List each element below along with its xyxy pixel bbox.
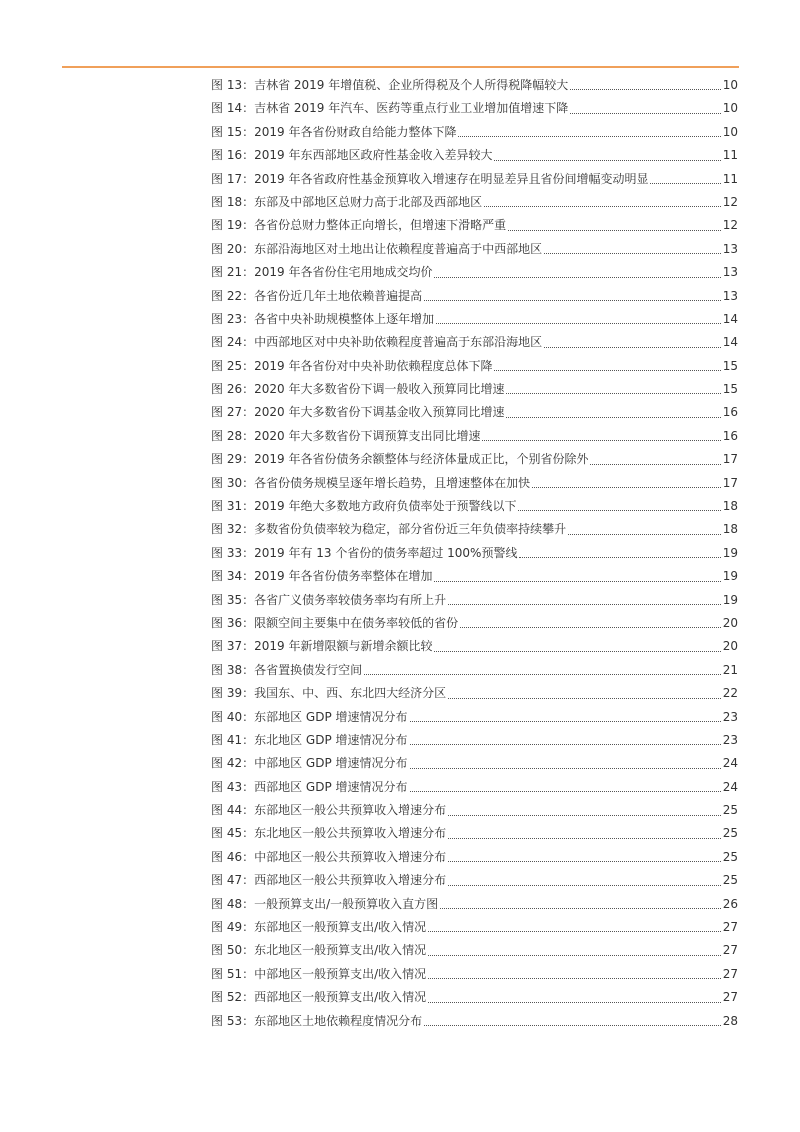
toc-entry-page-number: 13	[722, 241, 738, 256]
toc-entry[interactable]	[211, 846, 738, 869]
toc-dot-leader	[460, 627, 721, 628]
toc-dot-leader	[484, 206, 721, 207]
toc-entry-page-number: 25	[722, 826, 738, 841]
toc-dot-leader	[448, 838, 721, 839]
toc-dot-leader	[410, 791, 721, 792]
toc-dot-leader	[428, 978, 721, 979]
toc-dot-leader	[410, 721, 721, 722]
toc-dot-leader	[544, 253, 721, 254]
toc-entry-title: 图 34：2019 年各省份债务率整体在增加	[211, 569, 433, 584]
toc-entry-title: 图 49：东部地区一般预算支出/收入情况	[211, 920, 427, 935]
toc-entry[interactable]	[211, 799, 738, 822]
figure-toc-list	[211, 74, 738, 1033]
toc-entry-title: 图 16：2019 年东西部地区政府性基金收入差异较大	[211, 148, 493, 163]
toc-entry-page-number: 19	[722, 545, 738, 560]
toc-entry-page-number: 21	[722, 662, 738, 677]
header-rule	[62, 66, 739, 68]
toc-entry-title: 图 43：西部地区 GDP 增速情况分布	[211, 779, 408, 794]
toc-entry-title: 图 23：各省中央补助规模整体上逐年增加	[211, 311, 435, 326]
toc-entry-title: 图 15：2019 年各省份财政自给能力整体下降	[211, 124, 457, 139]
toc-entry[interactable]	[211, 355, 738, 378]
toc-dot-leader	[424, 300, 721, 301]
toc-entry[interactable]	[211, 308, 738, 331]
toc-entry-title: 图 46：中部地区一般公共预算收入增速分布	[211, 849, 447, 864]
toc-dot-leader	[482, 440, 720, 441]
toc-entry-title: 图 21：2019 年各省份住宅用地成交均价	[211, 265, 433, 280]
toc-entry-title: 图 22：各省份近几年土地依赖普遍提高	[211, 288, 423, 303]
toc-entry-title: 图 41：东北地区 GDP 增速情况分布	[211, 732, 408, 747]
toc-entry-title: 图 20：东部沿海地区对土地出让依赖程度普遍高于中西部地区	[211, 241, 543, 256]
toc-entry-page-number: 24	[722, 756, 738, 771]
toc-dot-leader	[568, 534, 721, 535]
toc-dot-leader	[458, 136, 720, 137]
toc-entry-page-number: 10	[722, 124, 738, 139]
toc-entry-title: 图 39：我国东、中、西、东北四大经济分区	[211, 686, 447, 701]
toc-entry-page-number: 24	[722, 779, 738, 794]
toc-entry-page-number: 11	[722, 171, 738, 186]
toc-entry[interactable]	[211, 191, 738, 214]
toc-entry[interactable]	[211, 635, 738, 658]
toc-entry-page-number: 18	[722, 522, 738, 537]
toc-entry[interactable]	[211, 495, 738, 518]
toc-entry-title: 图 38：各省置换债发行空间	[211, 662, 363, 677]
toc-entry[interactable]	[211, 285, 738, 308]
toc-entry-title: 图 50：东北地区一般预算支出/收入情况	[211, 943, 427, 958]
toc-entry[interactable]	[211, 776, 738, 799]
toc-dot-leader	[506, 417, 720, 418]
toc-dot-leader	[448, 604, 721, 605]
toc-entry-title: 图 36：限额空间主要集中在债务率较低的省份	[211, 615, 459, 630]
toc-dot-leader	[424, 1025, 721, 1026]
toc-entry-title: 图 35：各省广义债务率较债务率均有所上升	[211, 592, 447, 607]
toc-entry[interactable]	[211, 612, 738, 635]
toc-dot-leader	[440, 908, 721, 909]
toc-entry[interactable]	[211, 823, 738, 846]
toc-entry[interactable]	[211, 939, 738, 962]
toc-entry-page-number: 12	[722, 218, 738, 233]
toc-entry-page-number: 22	[722, 686, 738, 701]
toc-entry[interactable]	[211, 963, 738, 986]
toc-entry-page-number: 16	[722, 405, 738, 420]
toc-entry[interactable]	[211, 448, 738, 471]
toc-entry-page-number: 25	[722, 803, 738, 818]
toc-entry-page-number: 11	[722, 148, 738, 163]
toc-entry[interactable]	[211, 986, 738, 1009]
toc-entry[interactable]	[211, 425, 738, 448]
toc-dot-leader	[506, 393, 720, 394]
toc-entry-page-number: 14	[722, 311, 738, 326]
toc-dot-leader	[434, 581, 720, 582]
toc-entry-title: 图 28：2020 年大多数省份下调预算支出同比增速	[211, 428, 481, 443]
toc-dot-leader	[494, 370, 720, 371]
toc-dot-leader	[448, 885, 721, 886]
toc-entry-title: 图 17：2019 年各省政府性基金预算收入增速存在明显差异且省份间增幅变动明显	[211, 171, 649, 186]
toc-entry-title: 图 13：吉林省 2019 年增值税、企业所得税及个人所得税降幅较大	[211, 77, 569, 92]
toc-entry[interactable]	[211, 1010, 738, 1033]
toc-entry[interactable]	[211, 144, 738, 167]
toc-entry-page-number: 28	[722, 1013, 738, 1028]
toc-entry-title: 图 40：东部地区 GDP 增速情况分布	[211, 709, 408, 724]
toc-dot-leader	[434, 651, 720, 652]
toc-entry-page-number: 20	[722, 615, 738, 630]
toc-entry[interactable]	[211, 261, 738, 284]
toc-entry[interactable]	[211, 74, 738, 97]
toc-dot-leader	[428, 955, 721, 956]
toc-entry-title: 图 52：西部地区一般预算支出/收入情况	[211, 990, 427, 1005]
toc-entry-title: 图 19：各省份总财力整体正向增长，但增速下滑略严重	[211, 218, 507, 233]
toc-entry-page-number: 27	[722, 920, 738, 935]
toc-dot-leader	[518, 510, 720, 511]
toc-entry-page-number: 27	[722, 990, 738, 1005]
toc-entry-page-number: 23	[722, 732, 738, 747]
toc-entry-page-number: 20	[722, 639, 738, 654]
toc-dot-leader	[570, 89, 720, 90]
toc-entry[interactable]	[211, 893, 738, 916]
toc-entry[interactable]	[211, 238, 738, 261]
toc-entry-title: 图 37：2019 年新增限额与新增余额比较	[211, 639, 433, 654]
toc-entry[interactable]	[211, 916, 738, 939]
toc-dot-leader	[428, 1002, 721, 1003]
toc-entry-page-number: 14	[722, 335, 738, 350]
toc-dot-leader	[590, 464, 720, 465]
toc-entry[interactable]	[211, 682, 738, 705]
toc-dot-leader	[364, 674, 721, 675]
toc-dot-leader	[544, 347, 721, 348]
toc-entry[interactable]	[211, 472, 738, 495]
toc-entry[interactable]	[211, 214, 738, 237]
toc-entry[interactable]	[211, 401, 738, 424]
toc-entry[interactable]	[211, 97, 738, 120]
toc-entry-title: 图 30：各省份债务规模呈逐年增长趋势，且增速整体在加快	[211, 475, 531, 490]
toc-entry-title: 图 14：吉林省 2019 年汽车、医药等重点行业工业增加值增速下降	[211, 101, 569, 116]
toc-entry-page-number: 17	[722, 475, 738, 490]
toc-entry-page-number: 13	[722, 265, 738, 280]
toc-dot-leader	[519, 557, 720, 558]
toc-entry-page-number: 15	[722, 358, 738, 373]
toc-entry-page-number: 16	[722, 428, 738, 443]
toc-entry-title: 图 47：西部地区一般公共预算收入增速分布	[211, 873, 447, 888]
toc-dot-leader	[448, 698, 721, 699]
toc-entry-page-number: 19	[722, 592, 738, 607]
toc-dot-leader	[410, 744, 721, 745]
toc-entry[interactable]	[211, 565, 738, 588]
toc-entry[interactable]	[211, 121, 738, 144]
toc-entry-page-number: 10	[722, 77, 738, 92]
toc-entry[interactable]	[211, 589, 738, 612]
toc-entry-title: 图 53：东部地区土地依赖程度情况分布	[211, 1013, 423, 1028]
toc-entry[interactable]	[211, 869, 738, 892]
toc-entry-title: 图 18：东部及中部地区总财力高于北部及西部地区	[211, 194, 483, 209]
toc-entry-page-number: 17	[722, 452, 738, 467]
toc-dot-leader	[410, 768, 721, 769]
toc-entry-page-number: 26	[722, 896, 738, 911]
toc-entry-title: 图 51：中部地区一般预算支出/收入情况	[211, 966, 427, 981]
toc-dot-leader	[448, 861, 721, 862]
toc-entry-title: 图 26：2020 年大多数省份下调一般收入预算同比增速	[211, 382, 505, 397]
toc-entry-page-number: 13	[722, 288, 738, 303]
toc-entry-title: 图 27：2020 年大多数省份下调基金收入预算同比增速	[211, 405, 505, 420]
toc-entry-page-number: 18	[722, 499, 738, 514]
toc-entry[interactable]	[211, 659, 738, 682]
toc-entry-page-number: 25	[722, 849, 738, 864]
toc-entry-title: 图 25：2019 年各省份对中央补助依赖程度总体下降	[211, 358, 493, 373]
toc-dot-leader	[436, 323, 721, 324]
toc-entry[interactable]	[211, 518, 738, 541]
toc-entry-title: 图 33：2019 年有 13 个省份的债务率超过 100%预警线	[211, 545, 518, 560]
toc-entry-page-number: 19	[722, 569, 738, 584]
toc-entry[interactable]	[211, 168, 738, 191]
toc-entry-title: 图 45：东北地区一般公共预算收入增速分布	[211, 826, 447, 841]
toc-dot-leader	[570, 113, 720, 114]
toc-dot-leader	[434, 277, 720, 278]
toc-entry-title: 图 48：一般预算支出/一般预算收入直方图	[211, 896, 439, 911]
toc-dot-leader	[650, 183, 720, 184]
toc-entry-page-number: 25	[722, 873, 738, 888]
toc-entry-page-number: 27	[722, 966, 738, 981]
toc-entry[interactable]	[211, 729, 738, 752]
toc-entry-title: 图 29：2019 年各省份债务余额整体与经济体量成正比，个别省份除外	[211, 452, 589, 467]
toc-entry-page-number: 27	[722, 943, 738, 958]
toc-dot-leader	[428, 931, 721, 932]
toc-entry[interactable]	[211, 378, 738, 401]
toc-entry[interactable]	[211, 752, 738, 775]
toc-dot-leader	[508, 230, 721, 231]
toc-entry-title: 图 24：中西部地区对中央补助依赖程度普遍高于东部沿海地区	[211, 335, 543, 350]
toc-dot-leader	[494, 160, 720, 161]
toc-entry-title: 图 32：多数省份负债率较为稳定，部分省份近三年负债率持续攀升	[211, 522, 567, 537]
toc-entry-title: 图 44：东部地区一般公共预算收入增速分布	[211, 803, 447, 818]
toc-entry-title: 图 42：中部地区 GDP 增速情况分布	[211, 756, 408, 771]
toc-entry[interactable]	[211, 706, 738, 729]
toc-entry-page-number: 15	[722, 382, 738, 397]
toc-dot-leader	[448, 815, 721, 816]
toc-entry[interactable]	[211, 542, 738, 565]
toc-entry[interactable]	[211, 331, 738, 354]
toc-dot-leader	[532, 487, 721, 488]
toc-entry-page-number: 23	[722, 709, 738, 724]
toc-entry-page-number: 10	[722, 101, 738, 116]
toc-entry-page-number: 12	[722, 194, 738, 209]
toc-entry-title: 图 31：2019 年绝大多数地方政府负债率处于预警线以下	[211, 499, 517, 514]
